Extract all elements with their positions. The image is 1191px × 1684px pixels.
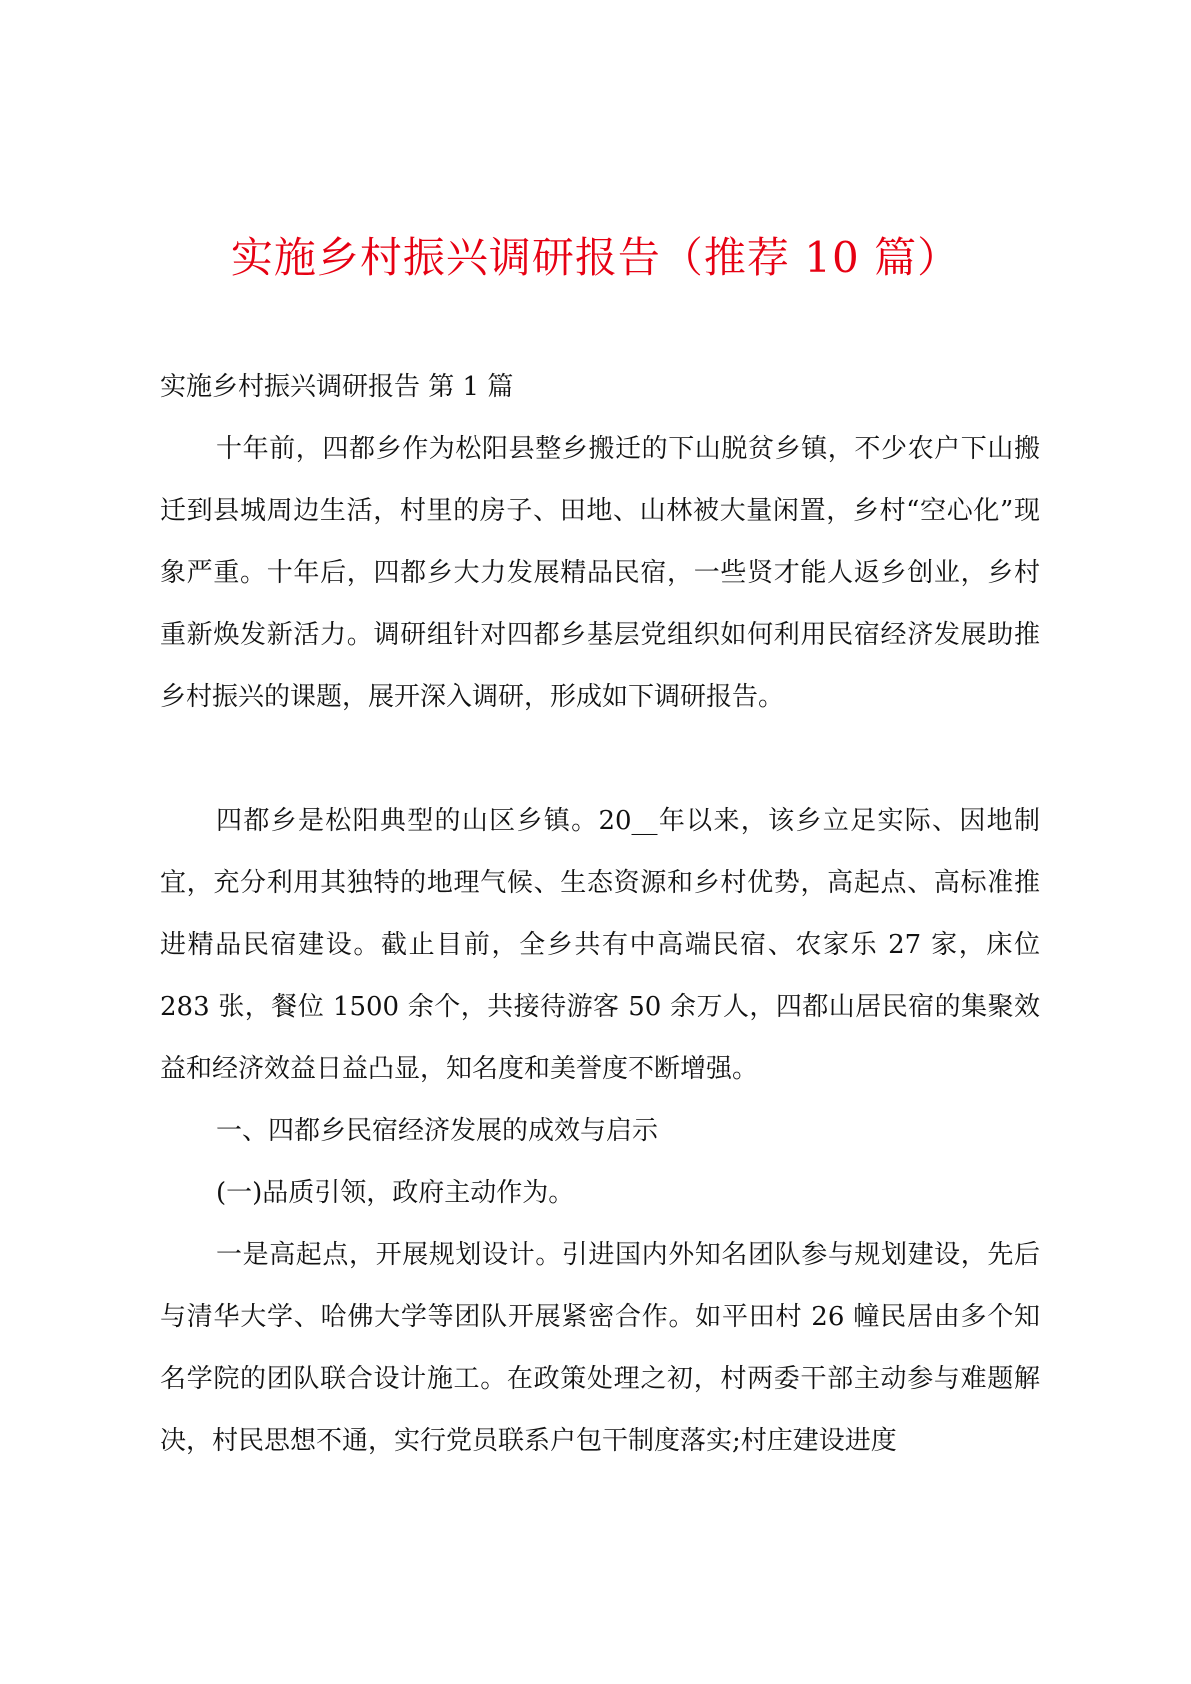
paragraph-planning: 一是高起点，开展规划设计。引进国内外知名团队参与规划建设，先后与清华大学、哈佛大学等团队开展紧密合作。如平田村 26 幢民居由多个知名学院的团队联合设计施工。在政策处理之初，村两委干部主动参与难题解决，村民思想不通，实行党员联系户包干制度落实;村庄建设进度	[160, 1240, 1040, 1456]
document-title: 实施乡村振兴调研报告（推荐 10 篇）	[230, 233, 961, 282]
document-body	[160, 356, 1040, 1472]
heading-achievements: 一、四都乡民宿经济发展的成效与启示	[216, 1116, 659, 1146]
paragraph-spacer	[160, 728, 1040, 790]
subheading-quality: (一)品质引领，政府主动作为。	[216, 1178, 575, 1208]
paragraph-intro: 十年前，四都乡作为松阳县整乡搬迁的下山脱贫乡镇，不少农户下山搬迁到县城周边生活，村里的房子、田地、山林被大量闲置，乡村“空心化”现象严重。十年后，四都乡大力发展精品民宿，一些贤才能人返乡创业，乡村重新焕发新活力。调研组针对四都乡基层党组织如何利用民宿经济发展助推乡村振兴的课题，展开深入调研，形成如下调研报告。	[160, 434, 1040, 712]
section-title: 实施乡村振兴调研报告 第 1 篇	[160, 372, 514, 402]
paragraph-overview: 四都乡是松阳典型的山区乡镇。20__年以来，该乡立足实际、因地制宜，充分利用其独特的地理气候、生态资源和乡村优势，高起点、高标准推进精品民宿建设。截止目前，全乡共有中高端民宿、农家乐 27 家，床位 283 张，餐位 1500 余个，共接待游客 50 余万人，四都山居民宿的集聚效益和经济效益日益凸显，知名度和美誉度不断增强。	[160, 806, 1040, 1084]
